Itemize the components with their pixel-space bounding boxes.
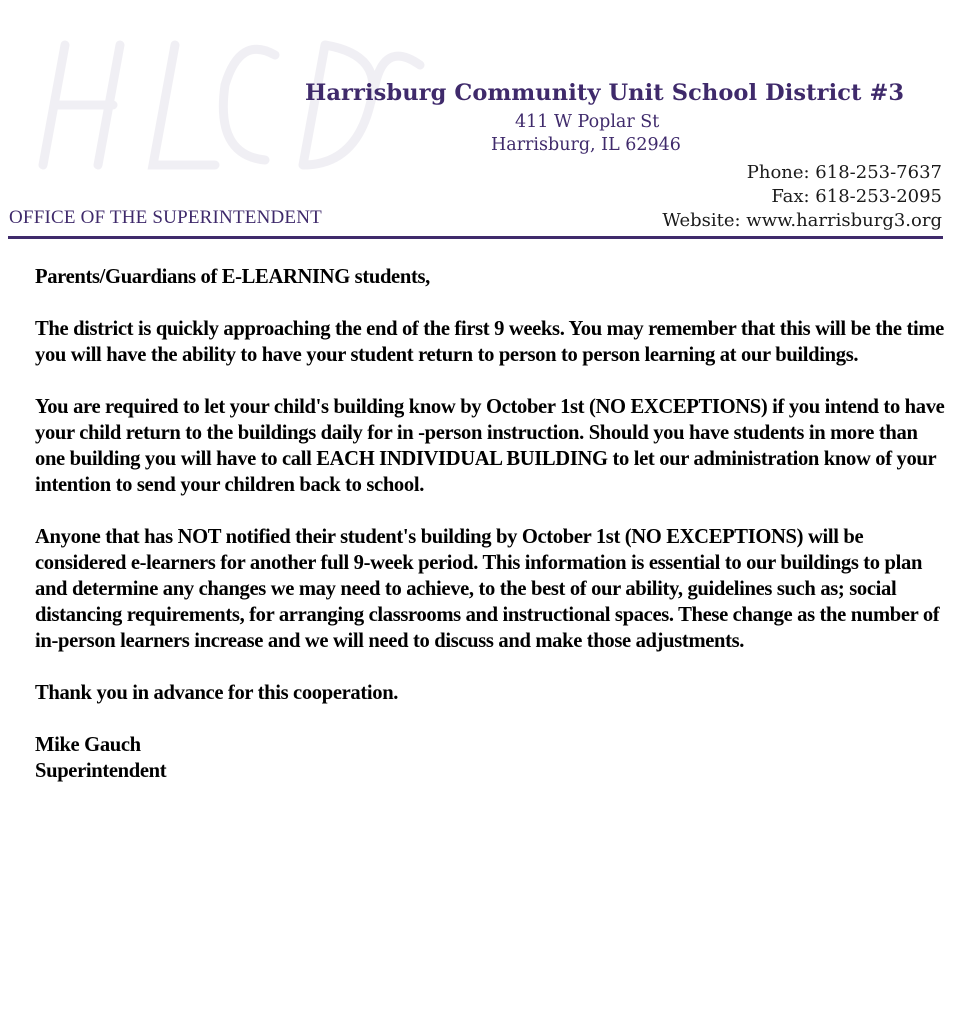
letterhead-divider <box>8 236 943 239</box>
salutation: Parents/Guardians of E-LEARNING students, <box>35 266 430 288</box>
street-address: 411 W Poplar St <box>515 112 660 132</box>
letter-body <box>35 264 950 810</box>
signer-title: Superintendent <box>35 760 167 782</box>
paragraph-return-timing: The district is quickly approaching the end of the first 9 weeks. You may remember that this will be the time you will have the ability to have your student return to person to person learning at our buildings. <box>35 318 944 366</box>
closing-line: Thank you in advance for this cooperation. <box>35 682 399 704</box>
fax-number: Fax: 618-253-2095 <box>771 186 942 207</box>
signature-block <box>35 732 950 784</box>
district-name: Harrisburg Community Unit School District #3 <box>305 80 905 106</box>
office-label: OFFICE OF THE SUPERINTENDENT <box>9 207 322 228</box>
paragraph-default-e-learning: Anyone that has NOT notified their student's building by October 1st (NO EXCEPTIONS) will be considered e-learners for another full 9-week period. This information is essential to our buildings to plan and determine any changes we may need to achieve, to the best of our ability, guidelines such as; social distancing requirements, for arranging classrooms and instructional spaces. These change as the number of in-person learners increase and we will need to discuss and make those adjustments. <box>35 526 940 652</box>
contact-block <box>662 161 942 233</box>
signer-name: Mike Gauch <box>35 734 141 756</box>
website-link[interactable]: Website: www.harrisburg3.org <box>662 210 942 231</box>
city-state-zip: Harrisburg, IL 62946 <box>491 135 681 155</box>
phone-number: Phone: 618-253-7637 <box>746 162 942 183</box>
paragraph-notification-requirement: You are required to let your child's building know by October 1st (NO EXCEPTIONS) if you intend to have your child return to the buildings daily for in -person instruction. Should you have students in more than one building you will have to call EACH INDIVIDUAL BUILDING to let our administration know of your intention to send your children back to school. <box>35 396 945 496</box>
